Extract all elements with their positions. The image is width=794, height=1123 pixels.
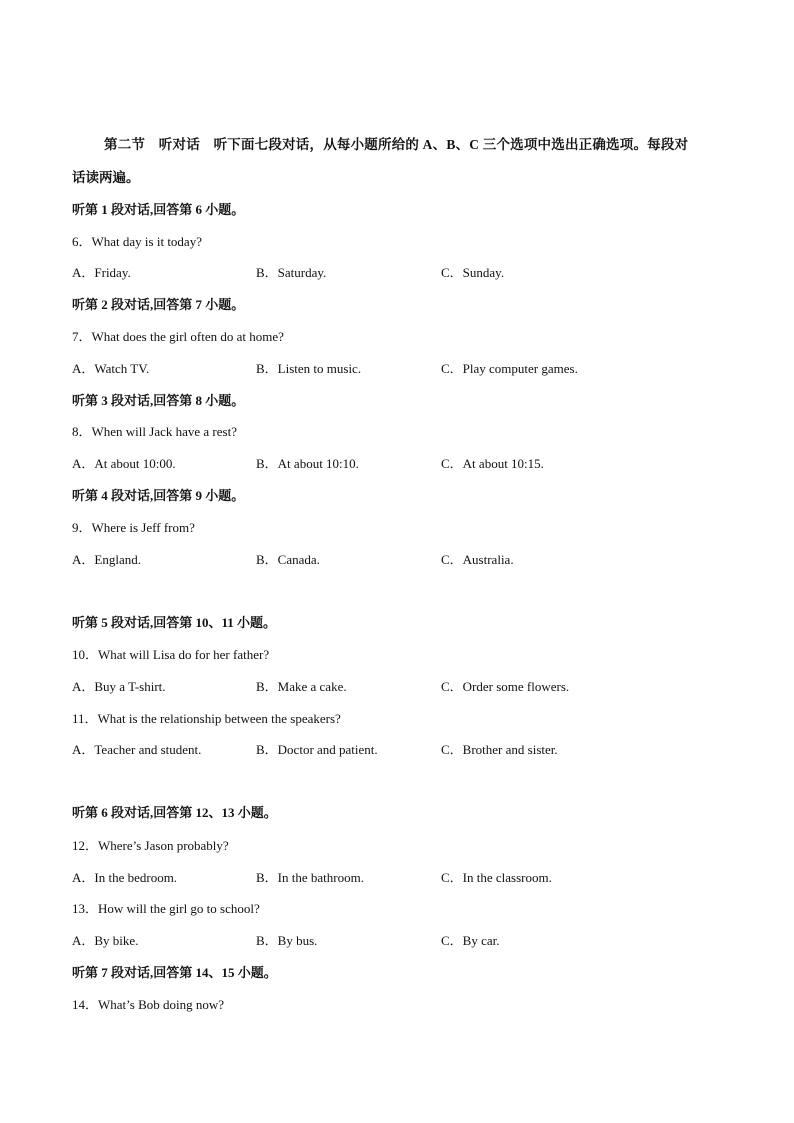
option-a: A．By bike. <box>72 933 139 948</box>
section-intro-line-1: 第二节 听对话 听下面七段对话，从每小题所给的 A、B、C 三个选项中选出正确选项。每段对 <box>104 137 689 152</box>
option-b: B．In the bathroom. <box>256 870 364 885</box>
option-a: A．Watch TV. <box>72 361 150 376</box>
question-text: 10．What will Lisa do for her father? <box>72 647 270 662</box>
option-b: B．Canada. <box>256 552 320 567</box>
option-c: C．At about 10:15. <box>441 456 544 471</box>
option-b: B．Doctor and patient. <box>256 742 378 757</box>
option-a: A．Buy a T-shirt. <box>72 679 166 694</box>
option-c: C．Play computer games. <box>441 361 578 376</box>
option-b: B．By bus. <box>256 933 318 948</box>
section-intro-line-2: 话读两遍。 <box>72 170 140 185</box>
dialogue-header: 听第 4 段对话,回答第 9 小题。 <box>72 488 245 503</box>
option-c: C．Brother and sister. <box>441 742 558 757</box>
option-c: C．Sunday. <box>441 265 505 280</box>
question-text: 9．Where is Jeff from? <box>72 520 195 535</box>
option-c: C．Australia. <box>441 552 514 567</box>
dialogue-header: 听第 2 段对话,回答第 7 小题。 <box>72 297 245 312</box>
option-b: B．At about 10:10. <box>256 456 359 471</box>
question-text: 14．What’s Bob doing now? <box>72 997 225 1012</box>
dialogue-header: 听第 3 段对话,回答第 8 小题。 <box>72 393 245 408</box>
option-b: B．Saturday. <box>256 265 327 280</box>
option-b: B．Make a cake. <box>256 679 347 694</box>
question-text: 8．When will Jack have a rest? <box>72 424 237 439</box>
question-text: 11．What is the relationship between the speakers? <box>72 711 341 726</box>
option-b: B．Listen to music. <box>256 361 362 376</box>
option-a: A．In the bedroom. <box>72 870 178 885</box>
dialogue-header: 听第 5 段对话,回答第 10、11 小题。 <box>72 615 277 630</box>
dialogue-header: 听第 1 段对话,回答第 6 小题。 <box>72 202 245 217</box>
option-a: A．England. <box>72 552 141 567</box>
option-a: A．Friday. <box>72 265 131 280</box>
option-a: A．At about 10:00. <box>72 456 176 471</box>
option-c: C．By car. <box>441 933 500 948</box>
question-text: 13．How will the girl go to school? <box>72 901 260 916</box>
question-text: 7．What does the girl often do at home? <box>72 329 284 344</box>
option-c: C．In the classroom. <box>441 870 552 885</box>
question-text: 12．Where’s Jason probably? <box>72 838 229 853</box>
dialogue-header: 听第 7 段对话,回答第 14、15 小题。 <box>72 965 277 980</box>
question-text: 6．What day is it today? <box>72 234 202 249</box>
option-c: C．Order some flowers. <box>441 679 570 694</box>
option-a: A．Teacher and student. <box>72 742 202 757</box>
dialogue-header: 听第 6 段对话,回答第 12、13 小题。 <box>72 805 277 820</box>
